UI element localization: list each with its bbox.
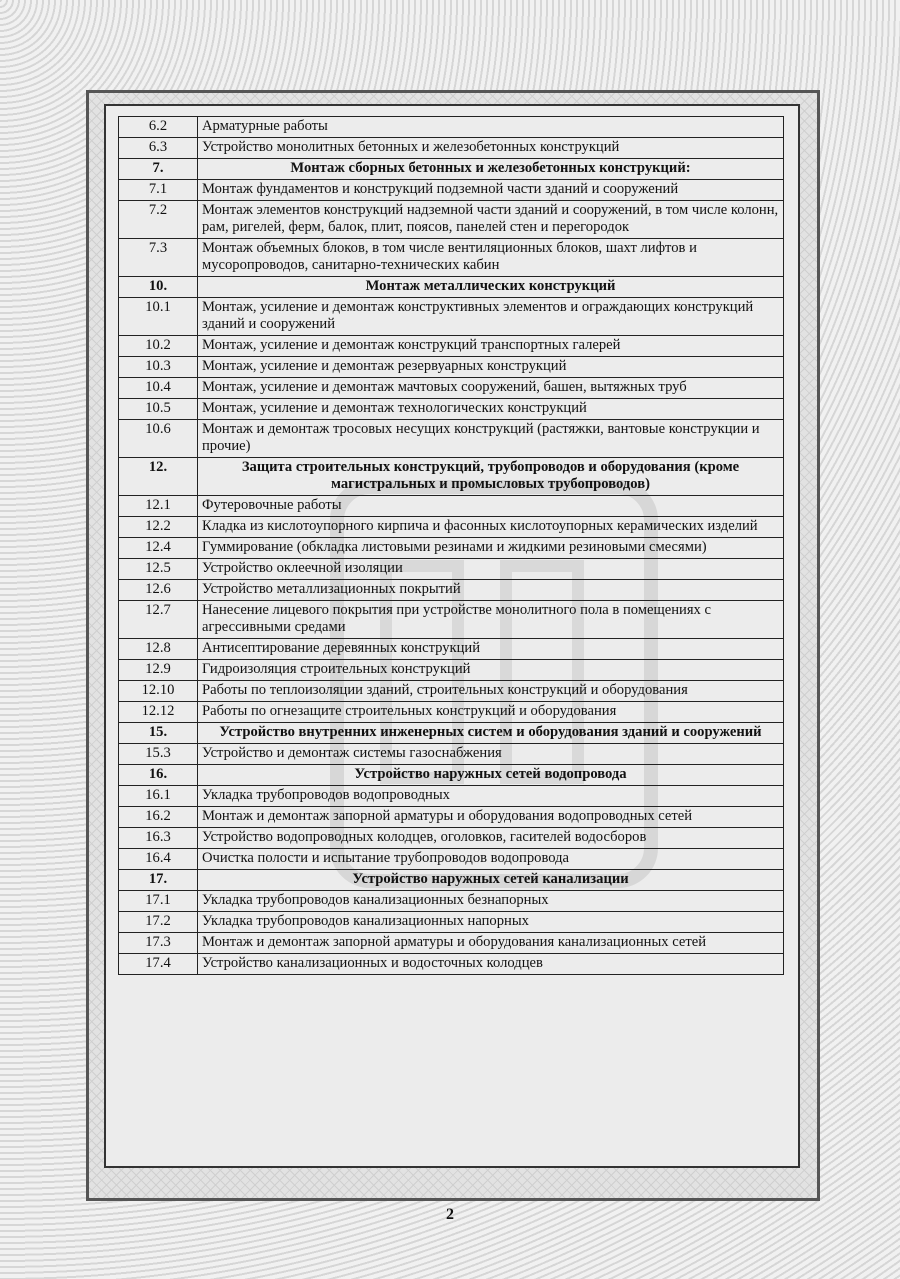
item-number: 12.7 xyxy=(119,601,198,639)
works-table xyxy=(118,116,784,975)
section-row xyxy=(119,277,784,298)
section-number: 16. xyxy=(119,765,198,786)
item-number: 6.3 xyxy=(119,138,198,159)
item-text: Устройство металлизационных покрытий xyxy=(198,580,784,601)
section-title: Устройство наружных сетей канализации xyxy=(198,870,784,891)
table-row xyxy=(119,702,784,723)
table-row xyxy=(119,399,784,420)
section-title: Монтаж металлических конструкций xyxy=(198,277,784,298)
item-text: Устройство водопроводных колодцев, оголовков, гасителей водосборов xyxy=(198,828,784,849)
item-number: 16.4 xyxy=(119,849,198,870)
table-row xyxy=(119,849,784,870)
section-title: Устройство наружных сетей водопровода xyxy=(198,765,784,786)
section-title: Устройство внутренних инженерных систем и оборудования зданий и сооружений xyxy=(198,723,784,744)
table-row xyxy=(119,912,784,933)
section-row xyxy=(119,159,784,180)
item-text: Монтаж элементов конструкций надземной части зданий и сооружений, в том числе колонн, рам, ригелей, ферм, балок, плит, поясов, панелей стен и перегородок xyxy=(198,201,784,239)
item-number: 10.3 xyxy=(119,357,198,378)
item-number: 17.1 xyxy=(119,891,198,912)
section-title: Монтаж сборных бетонных и железобетонных конструкций: xyxy=(198,159,784,180)
item-text: Укладка трубопроводов канализационных напорных xyxy=(198,912,784,933)
table-row xyxy=(119,744,784,765)
item-number: 12.5 xyxy=(119,559,198,580)
item-number: 12.2 xyxy=(119,517,198,538)
item-text: Монтаж, усиление и демонтаж мачтовых сооружений, башен, вытяжных труб xyxy=(198,378,784,399)
item-text: Устройство оклеечной изоляции xyxy=(198,559,784,580)
item-number: 7.2 xyxy=(119,201,198,239)
section-row xyxy=(119,723,784,744)
table-row xyxy=(119,954,784,975)
table-row xyxy=(119,828,784,849)
table-row xyxy=(119,601,784,639)
section-title: Защита строительных конструкций, трубопроводов и оборудования (кроме магистральных и промысловых трубопроводов) xyxy=(198,458,784,496)
item-number: 10.5 xyxy=(119,399,198,420)
item-text: Устройство и демонтаж системы газоснабжения xyxy=(198,744,784,765)
item-text: Нанесение лицевого покрытия при устройстве монолитного пола в помещениях с агрессивными средами xyxy=(198,601,784,639)
section-number: 10. xyxy=(119,277,198,298)
table-row xyxy=(119,420,784,458)
section-row xyxy=(119,870,784,891)
item-text: Монтаж, усиление и демонтаж технологических конструкций xyxy=(198,399,784,420)
table-row xyxy=(119,138,784,159)
item-text: Монтаж, усиление и демонтаж конструктивных элементов и ограждающих конструкций зданий и сооружений xyxy=(198,298,784,336)
table-row xyxy=(119,538,784,559)
item-text: Монтаж, усиление и демонтаж резервуарных конструкций xyxy=(198,357,784,378)
item-number: 10.4 xyxy=(119,378,198,399)
item-text: Устройство монолитных бетонных и железобетонных конструкций xyxy=(198,138,784,159)
table-row xyxy=(119,639,784,660)
item-text: Укладка трубопроводов водопроводных xyxy=(198,786,784,807)
table-row xyxy=(119,117,784,138)
item-number: 6.2 xyxy=(119,117,198,138)
item-text: Монтаж и демонтаж тросовых несущих конструкций (растяжки, вантовые конструкции и прочие) xyxy=(198,420,784,458)
table-row xyxy=(119,580,784,601)
table-row xyxy=(119,298,784,336)
item-number: 12.12 xyxy=(119,702,198,723)
item-number: 16.3 xyxy=(119,828,198,849)
table-row xyxy=(119,180,784,201)
table-row xyxy=(119,681,784,702)
page-number: 2 xyxy=(446,1206,454,1223)
section-number: 7. xyxy=(119,159,198,180)
item-text: Кладка из кислотоупорного кирпича и фасонных кислотоупорных керамических изделий xyxy=(198,517,784,538)
item-text: Укладка трубопроводов канализационных безнапорных xyxy=(198,891,784,912)
section-number: 15. xyxy=(119,723,198,744)
table-row xyxy=(119,336,784,357)
item-number: 7.3 xyxy=(119,239,198,277)
table-row xyxy=(119,517,784,538)
item-number: 17.3 xyxy=(119,933,198,954)
item-text: Антисептирование деревянных конструкций xyxy=(198,639,784,660)
table-row xyxy=(119,660,784,681)
item-text: Монтаж, усиление и демонтаж конструкций транспортных галерей xyxy=(198,336,784,357)
table-row xyxy=(119,891,784,912)
item-number: 10.2 xyxy=(119,336,198,357)
item-number: 12.4 xyxy=(119,538,198,559)
item-number: 12.6 xyxy=(119,580,198,601)
item-number: 16.1 xyxy=(119,786,198,807)
table-row xyxy=(119,807,784,828)
section-number: 17. xyxy=(119,870,198,891)
item-text: Работы по огнезащите строительных конструкций и оборудования xyxy=(198,702,784,723)
table-row xyxy=(119,378,784,399)
table-row xyxy=(119,239,784,277)
item-text: Монтаж и демонтаж запорной арматуры и оборудования канализационных сетей xyxy=(198,933,784,954)
item-number: 10.6 xyxy=(119,420,198,458)
item-number: 7.1 xyxy=(119,180,198,201)
item-text: Работы по теплоизоляции зданий, строительных конструкций и оборудования xyxy=(198,681,784,702)
item-text: Монтаж и демонтаж запорной арматуры и оборудования водопроводных сетей xyxy=(198,807,784,828)
item-text: Монтаж фундаментов и конструкций подземной части зданий и сооружений xyxy=(198,180,784,201)
item-text: Гидроизоляция строительных конструкций xyxy=(198,660,784,681)
item-text: Арматурные работы xyxy=(198,117,784,138)
item-number: 15.3 xyxy=(119,744,198,765)
table-row xyxy=(119,357,784,378)
table-row xyxy=(119,786,784,807)
section-row xyxy=(119,458,784,496)
item-number: 10.1 xyxy=(119,298,198,336)
item-text: Монтаж объемных блоков, в том числе вентиляционных блоков, шахт лифтов и мусоропроводов, санитарно-технических кабин xyxy=(198,239,784,277)
works-table-body xyxy=(119,117,784,975)
table-row xyxy=(119,933,784,954)
item-number: 12.10 xyxy=(119,681,198,702)
item-text: Устройство канализационных и водосточных колодцев xyxy=(198,954,784,975)
table-row xyxy=(119,201,784,239)
table-row xyxy=(119,559,784,580)
item-number: 12.8 xyxy=(119,639,198,660)
section-row xyxy=(119,765,784,786)
item-text: Очистка полости и испытание трубопроводов водопровода xyxy=(198,849,784,870)
item-number: 12.1 xyxy=(119,496,198,517)
item-number: 16.2 xyxy=(119,807,198,828)
item-text: Футеровочные работы xyxy=(198,496,784,517)
item-text: Гуммирование (обкладка листовыми резинами и жидкими резиновыми смесями) xyxy=(198,538,784,559)
table-row xyxy=(119,496,784,517)
item-number: 17.2 xyxy=(119,912,198,933)
section-number: 12. xyxy=(119,458,198,496)
item-number: 17.4 xyxy=(119,954,198,975)
item-number: 12.9 xyxy=(119,660,198,681)
